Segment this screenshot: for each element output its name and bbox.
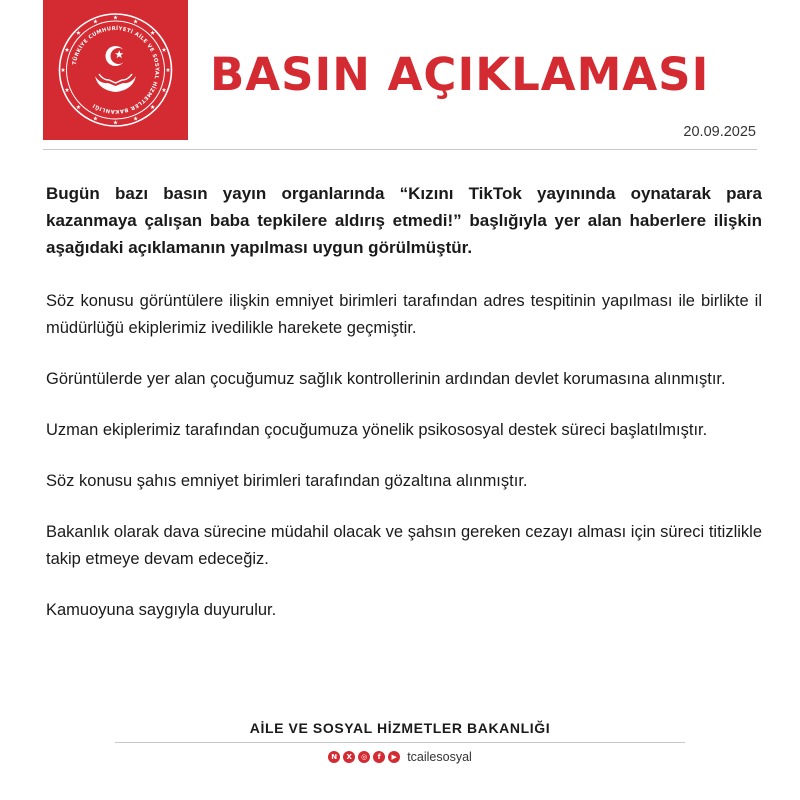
emblem-star-icon <box>61 68 66 72</box>
emblem-star-icon <box>133 19 138 23</box>
body-paragraph: Söz konusu görüntülere ilişkin emniyet birimleri tarafından adres tespitinin yapılması ile birlikte il müdürlüğü ekiplerimiz ivedilikle harekete geçmiştir. <box>46 292 762 337</box>
footer-divider <box>115 742 685 743</box>
nsosyal-icon[interactable]: N <box>328 751 340 763</box>
social-handle[interactable]: tcailesosyal <box>407 750 472 764</box>
press-release-body <box>46 180 762 648</box>
intro-paragraph: Bugün bazı basın yayın organlarında “Kızını TikTok yayınında oynatarak para kazanmaya çalışan baba tepkilere aldırış etmedi!” başlığıyla yer alan haberlere ilişkin aşağıdaki açıklamanın yapılması uygun görülmüştür. <box>46 184 762 257</box>
emblem-star-icon <box>150 105 155 109</box>
emblem-star-icon <box>162 48 167 52</box>
emblem-star-icon <box>162 88 167 92</box>
emblem-star-icon <box>65 88 70 92</box>
page-title: BASIN AÇIKLAMASI <box>210 48 710 101</box>
body-paragraph: Görüntülerde yer alan çocuğumuz sağlık kontrollerinin ardından devlet korumasına alınmıştır. <box>46 370 726 388</box>
emblem-star-icon <box>166 68 171 72</box>
ministry-name: AİLE VE SOSYAL HİZMETLER BAKANLIĞI <box>249 720 551 736</box>
emblem-star-icon <box>113 120 118 124</box>
body-paragraph: Söz konusu şahıs emniyet birimleri tarafından gözaltına alınmıştır. <box>46 472 528 490</box>
release-date: 20.09.2025 <box>683 124 756 140</box>
emblem-star-icon <box>150 30 155 34</box>
x-icon[interactable]: X <box>343 751 355 763</box>
body-paragraph: Bakanlık olarak dava sürecine müdahil olacak ve şahsın gereken cezayı alması için süreci titizlikle takip etmeye devam edeceğiz. <box>46 523 762 568</box>
youtube-icon[interactable]: ▶ <box>388 751 400 763</box>
body-paragraph: Uzman ekiplerimiz tarafından çocuğumuza yönelik psikososyal destek süreci başlatılmıştır. <box>46 421 708 439</box>
emblem-star-icon <box>76 30 81 34</box>
emblem-star-icon <box>133 116 138 120</box>
emblem-star-icon <box>65 48 70 52</box>
instagram-icon[interactable]: ◎ <box>358 751 370 763</box>
svg-text:TÜRKİYE CUMHURİYETİ AİLE VE SO: TÜRKİYE CUMHURİYETİ AİLE VE SOSYAL HİZMETLER BAKANLIĞI <box>71 25 160 115</box>
closing-paragraph: Kamuoyuna saygıyla duyurulur. <box>46 601 277 619</box>
emblem-star-icon <box>93 19 98 23</box>
social-links <box>0 750 800 764</box>
emblem-star-icon <box>113 15 118 19</box>
header-divider <box>43 149 757 150</box>
ministry-logo <box>43 0 188 140</box>
ministry-emblem-icon <box>43 0 188 140</box>
emblem-star-icon <box>76 105 81 109</box>
emblem-star-icon <box>93 116 98 120</box>
facebook-icon[interactable]: f <box>373 751 385 763</box>
